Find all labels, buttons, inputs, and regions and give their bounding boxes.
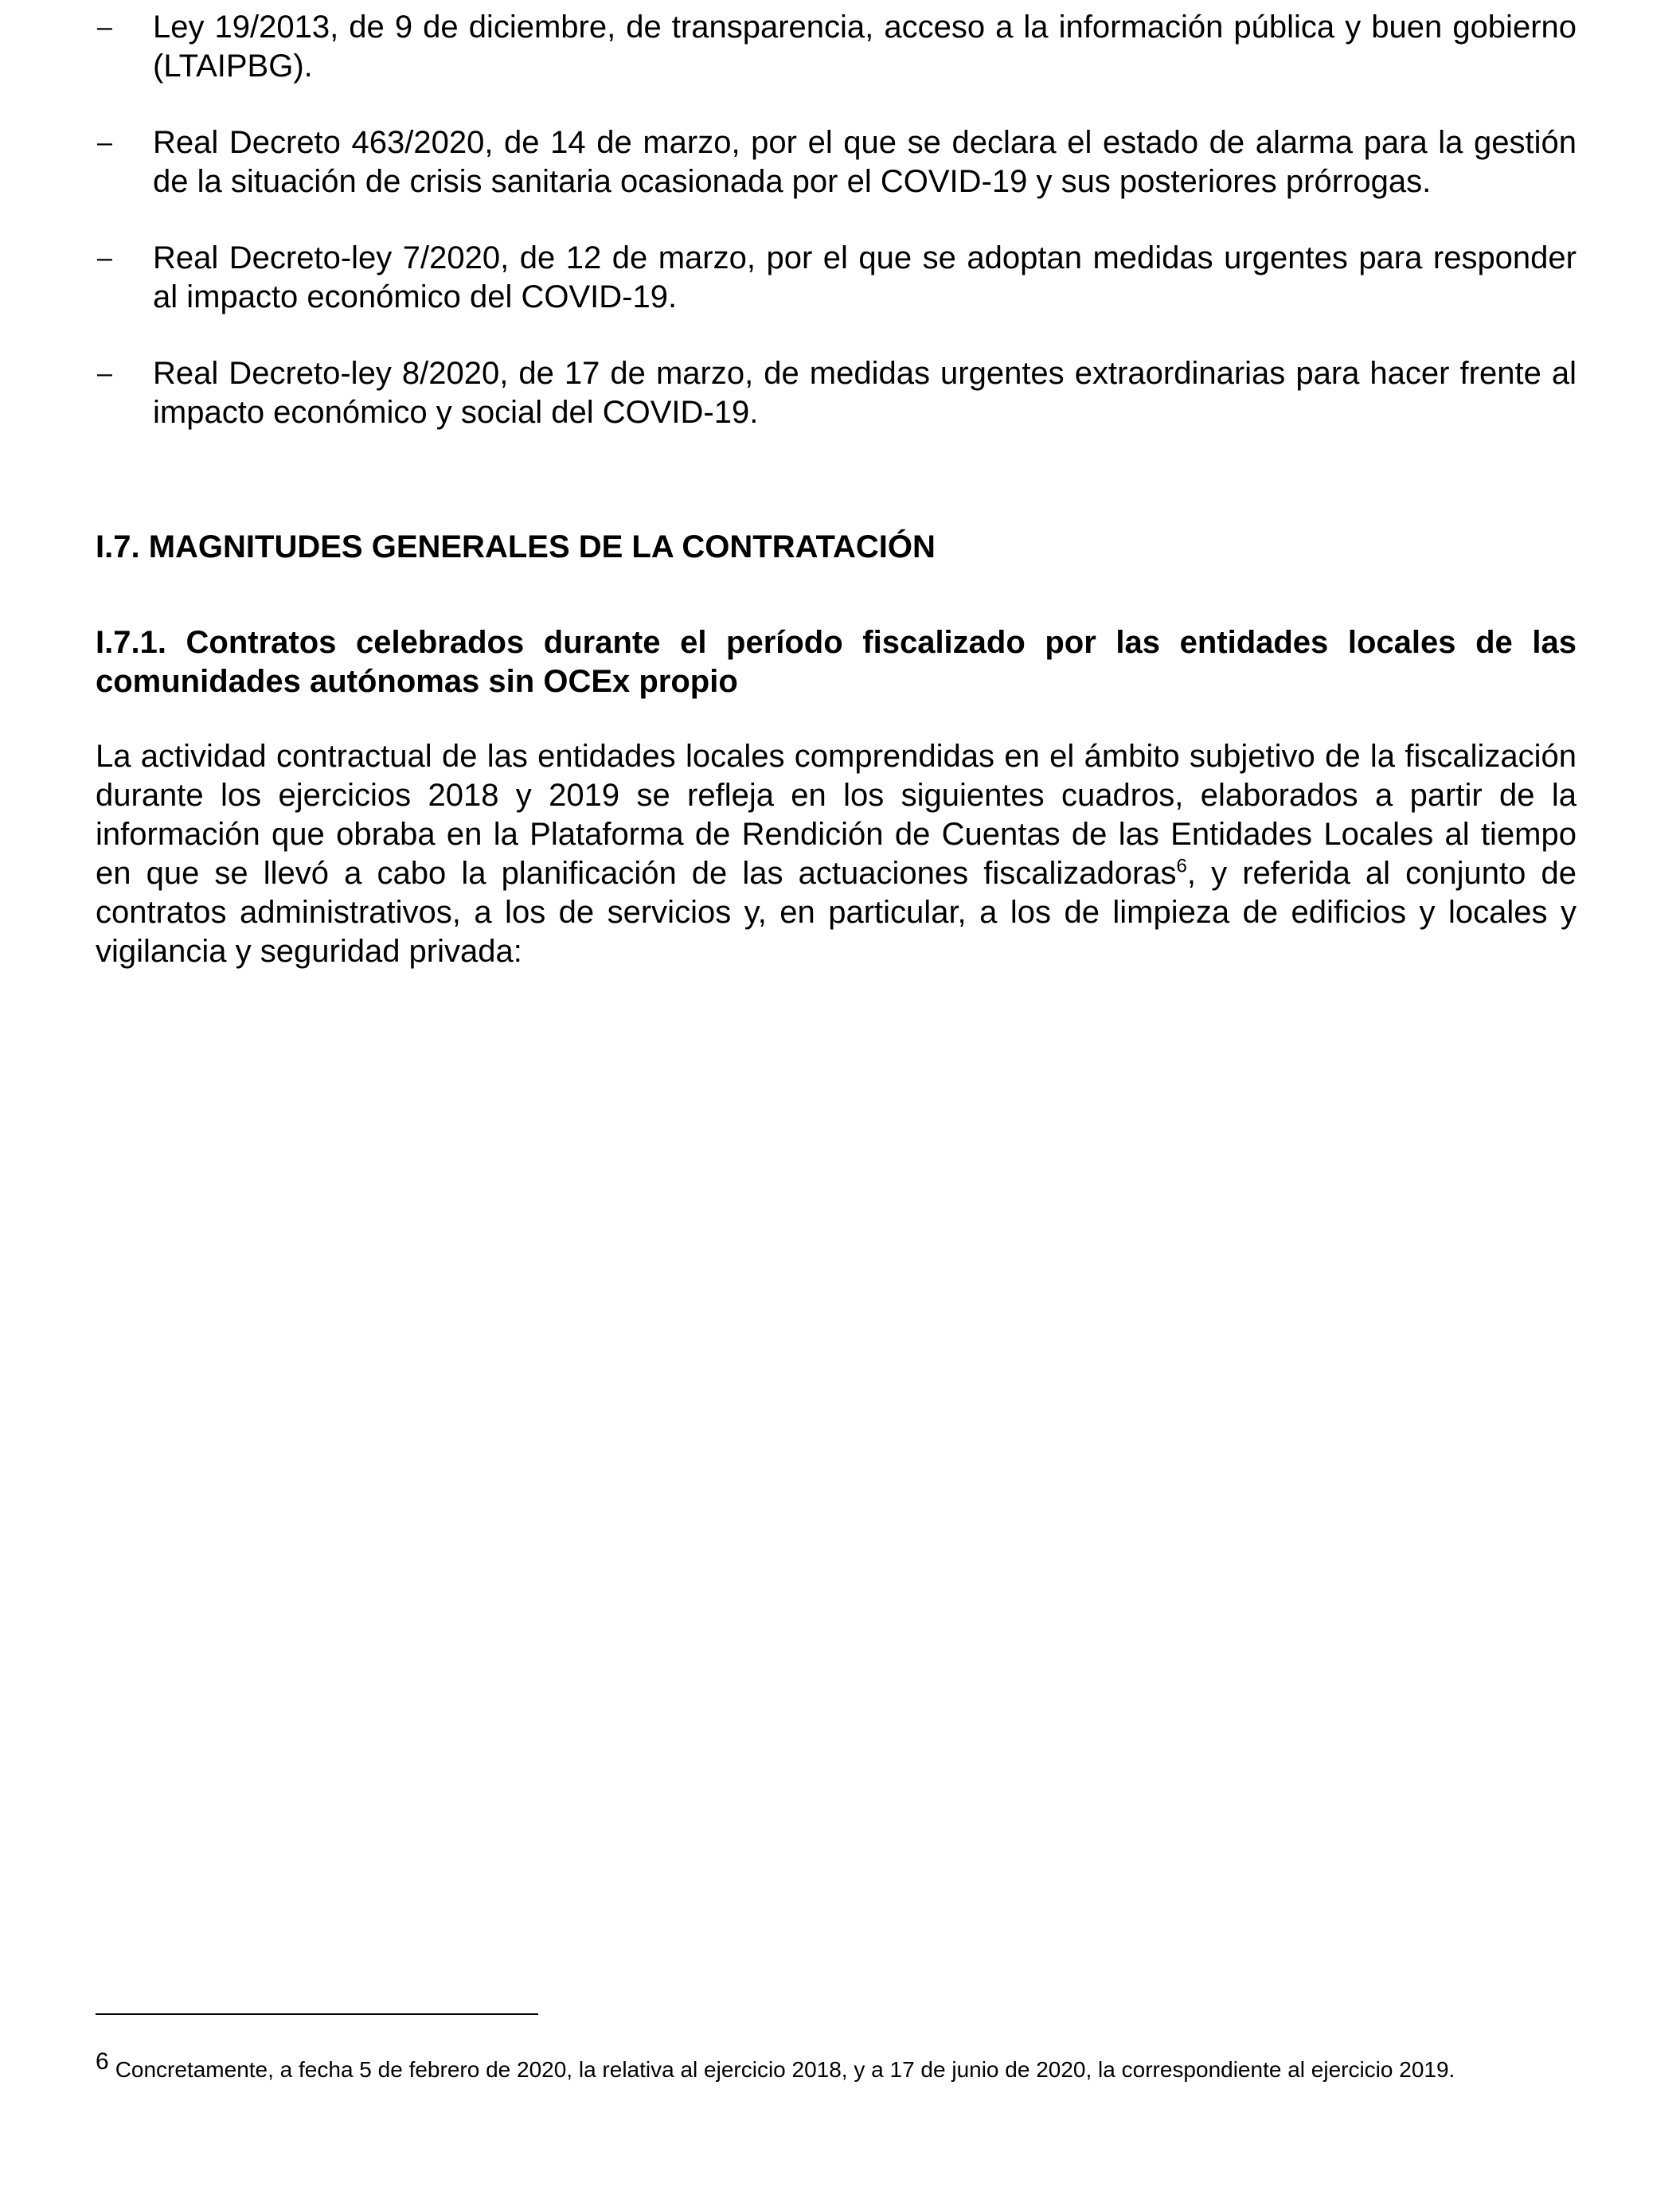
footnote-number: 6 bbox=[96, 2048, 109, 2075]
body-text-part-1: La actividad contractual de las entidades locales comprendidas en el ámbito subjetivo de la fiscalización durante los ejercicios 2018 y 2019 se refleja en los siguientes cuadros, elaborados a partir de la información que obraba en la Plataforma de Rendición de Cuentas de las Entidades Locales al tiempo en que se llevó a cabo la planificación de las actuaciones fiscalizadoras bbox=[96, 739, 1576, 891]
list-item-text: Real Decreto-ley 8/2020, de 17 de marzo, de medidas urgentes extraordinarias para hacer frente al impacto económico y social del COVID-19. bbox=[153, 356, 1576, 430]
legislation-list bbox=[96, 8, 1576, 432]
list-item-text: Real Decreto 463/2020, de 14 de marzo, por el que se declara el estado de alarma para la gestión de la situación de crisis sanitaria ocasionada por el COVID-19 y sus posteriores prórrogas. bbox=[153, 125, 1576, 199]
subsection-heading: I.7.1. Contratos celebrados durante el período fiscalizado por las entidades locales de las comunidades autónomas sin OCEx propio bbox=[96, 625, 1576, 699]
dash-bullet: – bbox=[97, 127, 112, 158]
footnote bbox=[96, 2048, 1592, 2084]
body-paragraph bbox=[96, 737, 1576, 971]
list-item bbox=[96, 239, 1576, 317]
dash-bullet: – bbox=[97, 243, 112, 273]
list-item bbox=[96, 123, 1576, 201]
dash-bullet: – bbox=[97, 358, 112, 389]
list-item bbox=[96, 8, 1576, 86]
list-item-text: Ley 19/2013, de 9 de diciembre, de transparencia, acceso a la información pública y buen gobierno (LTAIPBG). bbox=[153, 10, 1576, 84]
section-heading: I.7. MAGNITUDES GENERALES DE LA CONTRATACIÓN bbox=[96, 529, 936, 564]
footnote-text: Concretamente, a fecha 5 de febrero de 2020, la relativa al ejercicio 2018, y a 17 de junio de 2020, la correspondiente al ejercicio 2019. bbox=[115, 2057, 1455, 2082]
body-text-part-2: , y referida al conjunto de contratos administrativos, a los de servicios y, en particular, a los de limpieza de edificios y locales y vigilancia y seguridad privada: bbox=[96, 856, 1576, 969]
footnote-separator bbox=[96, 2013, 538, 2015]
list-item bbox=[96, 354, 1576, 432]
dash-bullet: – bbox=[97, 12, 112, 42]
footnote-reference[interactable]: 6 bbox=[1176, 855, 1187, 877]
list-item-text: Real Decreto-ley 7/2020, de 12 de marzo, por el que se adoptan medidas urgentes para responder al impacto económico del COVID-19. bbox=[153, 240, 1576, 314]
